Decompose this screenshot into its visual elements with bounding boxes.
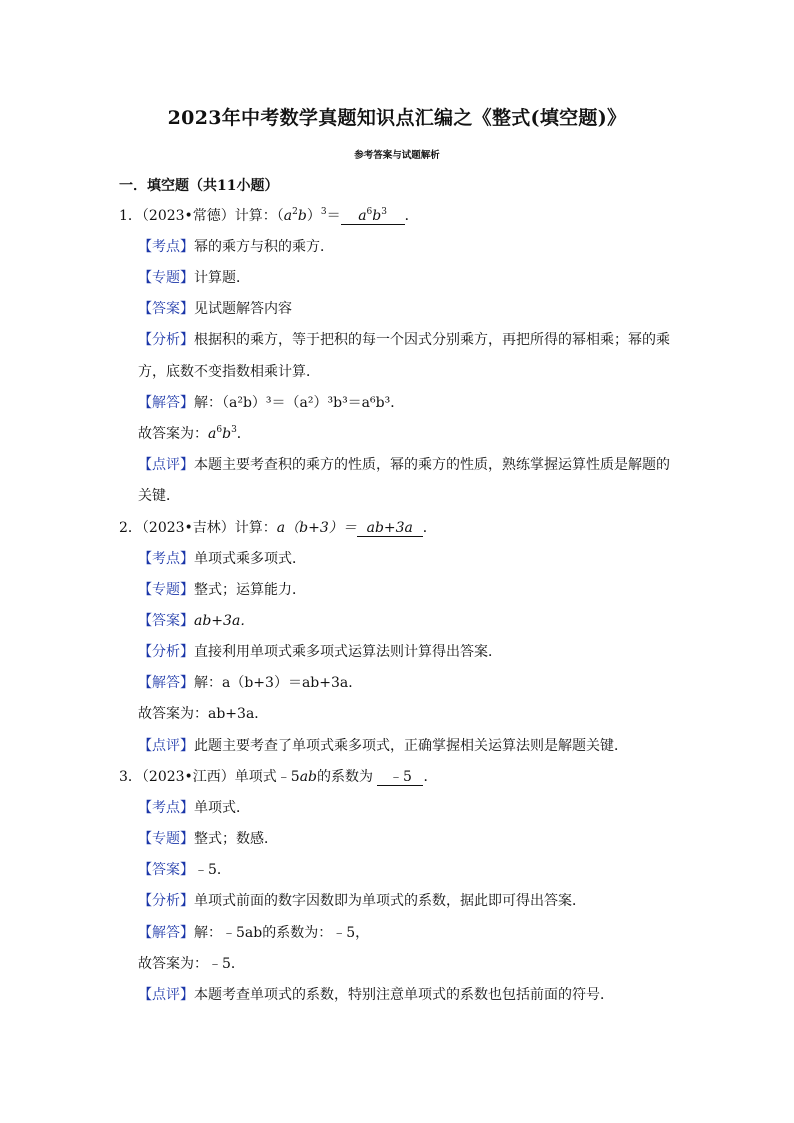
answer-blank: ab+3a	[357, 520, 423, 537]
q1-dianping-cont: 关键．	[138, 488, 180, 504]
tag-fenxi: 【分析】	[138, 893, 194, 909]
q2-kaodian: 【考点】单项式乘多项式．	[138, 551, 306, 567]
q3-guda: 故答案为：﹣5．	[138, 956, 245, 972]
q3-jieda: 【解答】解：﹣5ab的系数为：﹣5，	[138, 925, 370, 941]
q2-jieda: 【解答】解：a（b+3）＝ab+3a．	[138, 675, 363, 691]
q3-zhuanti: 【专题】整式；数感．	[138, 831, 278, 847]
q1-dianping: 【点评】本题主要考查积的乘方的性质，幂的乘方的性质，熟练掌握运算性质是解题的	[138, 457, 670, 473]
tag-kaodian: 【考点】	[138, 551, 194, 567]
tag-fenxi: 【分析】	[138, 644, 194, 660]
tag-dianping: 【点评】	[138, 738, 194, 754]
page-subtitle: 参考答案与试题解析	[354, 150, 440, 161]
tag-jieda: 【解答】	[138, 395, 194, 411]
tag-daan: 【答案】	[138, 613, 194, 629]
tag-daan: 【答案】	[138, 301, 194, 317]
tag-zhuanti: 【专题】	[138, 831, 194, 847]
tag-jieda: 【解答】	[138, 925, 194, 941]
tag-jieda: 【解答】	[138, 675, 194, 691]
q1-fenxi: 【分析】根据积的乘方，等于把积的每一个因式分别乘方，再把所得的幂相乘；幂的乘	[138, 332, 670, 348]
answer-blank: ﹣5	[377, 769, 423, 786]
tag-kaodian: 【考点】	[138, 800, 194, 816]
tag-kaodian: 【考点】	[138, 239, 194, 255]
tag-zhuanti: 【专题】	[138, 270, 194, 286]
q1-jieda: 【解答】解：（a²b）³＝（a²）³b³＝a⁶b³．	[138, 395, 405, 411]
q3-dianping: 【点评】本题考查单项式的系数，特别注意单项式的系数也包括前面的符号．	[138, 987, 614, 1003]
question-2: 2．（2023•吉林）计算：a（b+3）＝ ab+3a ．	[119, 520, 437, 536]
q2-fenxi: 【分析】直接利用单项式乘多项式运算法则计算得出答案．	[138, 644, 502, 660]
page-title: 2023年中考数学真题知识点汇编之《整式(填空题)》	[167, 107, 627, 129]
q3-daan: 【答案】﹣5．	[138, 862, 231, 878]
q1-daan: 【答案】见试题解答内容	[138, 301, 292, 317]
tag-dianping: 【点评】	[138, 457, 194, 473]
section-heading: 一．填空题（共11小题）	[119, 178, 279, 194]
tag-zhuanti: 【专题】	[138, 582, 194, 598]
q3-fenxi: 【分析】单项式前面的数字因数即为单项式的系数，据此即可得出答案．	[138, 893, 586, 909]
q2-guda: 故答案为：ab+3a．	[138, 706, 269, 722]
q2-dianping: 【点评】此题主要考查了单项式乘多项式，正确掌握相关运算法则是解题关键．	[138, 738, 628, 754]
tag-fenxi: 【分析】	[138, 332, 194, 348]
q2-zhuanti: 【专题】整式；运算能力．	[138, 582, 306, 598]
q1-kaodian: 【考点】幂的乘方与积的乘方．	[138, 239, 334, 255]
tag-dianping: 【点评】	[138, 987, 194, 1003]
question-3: 3．（2023•江西）单项式﹣5ab的系数为 ﹣5 ．	[119, 769, 438, 785]
q3-kaodian: 【考点】单项式．	[138, 800, 250, 816]
q1-fenxi-cont: 方，底数不变指数相乘计算．	[138, 364, 320, 380]
question-1: 1．（2023•常德）计算：$(a^2b)^3= a^6b^3$ ．	[119, 207, 419, 224]
answer-blank: $a^6b^3$	[341, 208, 405, 225]
q1-zhuanti: 【专题】计算题．	[138, 270, 250, 286]
q2-daan: 【答案】ab+3a．	[138, 613, 255, 629]
tag-daan: 【答案】	[138, 862, 194, 878]
q1-guda: 故答案为：$a^6b^3$．	[138, 425, 251, 442]
